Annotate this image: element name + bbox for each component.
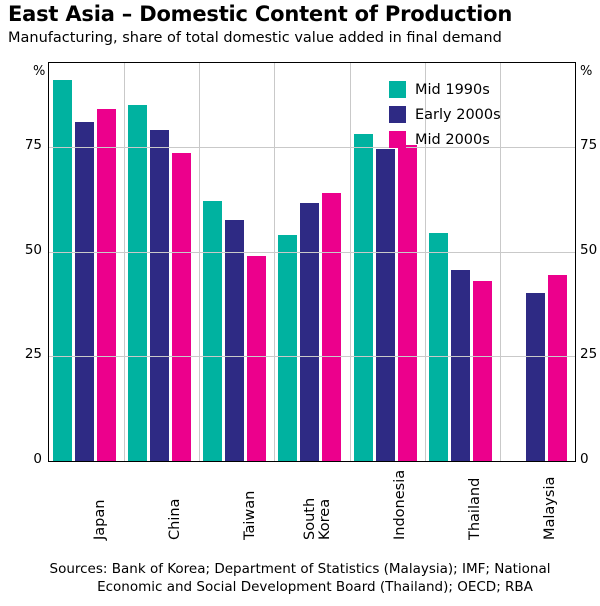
sources-line-2: Economic and Social Development Board (Thailand); OECD; RBA — [97, 579, 533, 596]
y-tick-label: 75 — [580, 136, 598, 153]
x-category-label: China — [166, 498, 183, 540]
y-axis-unit-right: % — [580, 64, 593, 79]
legend-label: Early 2000s — [415, 106, 501, 123]
category-separator — [199, 63, 200, 461]
bar — [322, 193, 341, 461]
bar-group — [49, 63, 124, 461]
sources-line-1: Sources: Bank of Korea; Department of Statistics (Malaysia); IMF; National — [49, 561, 551, 577]
bar — [150, 130, 169, 461]
legend-label: Mid 1990s — [415, 81, 490, 98]
legend-swatch — [389, 81, 406, 98]
gridline — [49, 356, 575, 357]
x-category-label: Malaysia — [542, 476, 559, 540]
legend-label: Mid 2000s — [415, 131, 490, 148]
bar — [354, 134, 373, 461]
page-subtitle: Manufacturing, share of total domestic value added in final demand — [8, 30, 502, 46]
legend-item — [389, 131, 501, 148]
bar — [300, 203, 319, 461]
legend-swatch — [389, 106, 406, 123]
category-separator — [124, 63, 125, 461]
legend-item — [389, 106, 501, 123]
y-tick-label: 0 — [580, 451, 589, 467]
y-tick-label: 25 — [580, 346, 598, 363]
bar — [203, 201, 222, 461]
y-axis-unit-left: % — [33, 64, 46, 79]
bar — [75, 122, 94, 461]
plot-area — [48, 62, 576, 462]
y-tick-label: 50 — [580, 241, 598, 258]
bar — [429, 233, 448, 461]
bar-group — [199, 63, 274, 461]
bar — [473, 281, 492, 461]
bar — [398, 145, 417, 461]
x-category-label: Indonesia — [392, 469, 409, 540]
bar — [278, 235, 297, 461]
bar — [376, 149, 395, 461]
bar — [172, 153, 191, 461]
bar — [53, 80, 72, 461]
y-tick-label: 25 — [24, 346, 42, 363]
gridline — [49, 252, 575, 253]
bar-group — [500, 63, 575, 461]
y-tick-label: 0 — [33, 451, 42, 467]
x-category-label: Taiwan — [241, 490, 258, 540]
y-tick-label: 75 — [24, 136, 42, 153]
y-tick-label: 50 — [24, 241, 42, 258]
bar-group — [124, 63, 199, 461]
bar — [225, 220, 244, 461]
category-separator — [274, 63, 275, 461]
bar — [526, 293, 545, 461]
bar — [97, 109, 116, 461]
legend — [389, 81, 501, 156]
legend-item — [389, 81, 501, 98]
legend-swatch — [389, 131, 406, 148]
x-axis-category-labels — [48, 466, 576, 546]
x-category-label: South Korea — [302, 497, 334, 540]
bar — [247, 256, 266, 461]
x-category-label: Japan — [91, 499, 108, 540]
bar — [451, 270, 470, 461]
bar-group — [274, 63, 349, 461]
page-title: East Asia – Domestic Content of Production — [8, 2, 513, 26]
bar — [548, 275, 567, 461]
bar — [128, 105, 147, 461]
x-category-label: Thailand — [467, 477, 484, 540]
category-separator — [350, 63, 351, 461]
sources-note — [0, 560, 600, 596]
